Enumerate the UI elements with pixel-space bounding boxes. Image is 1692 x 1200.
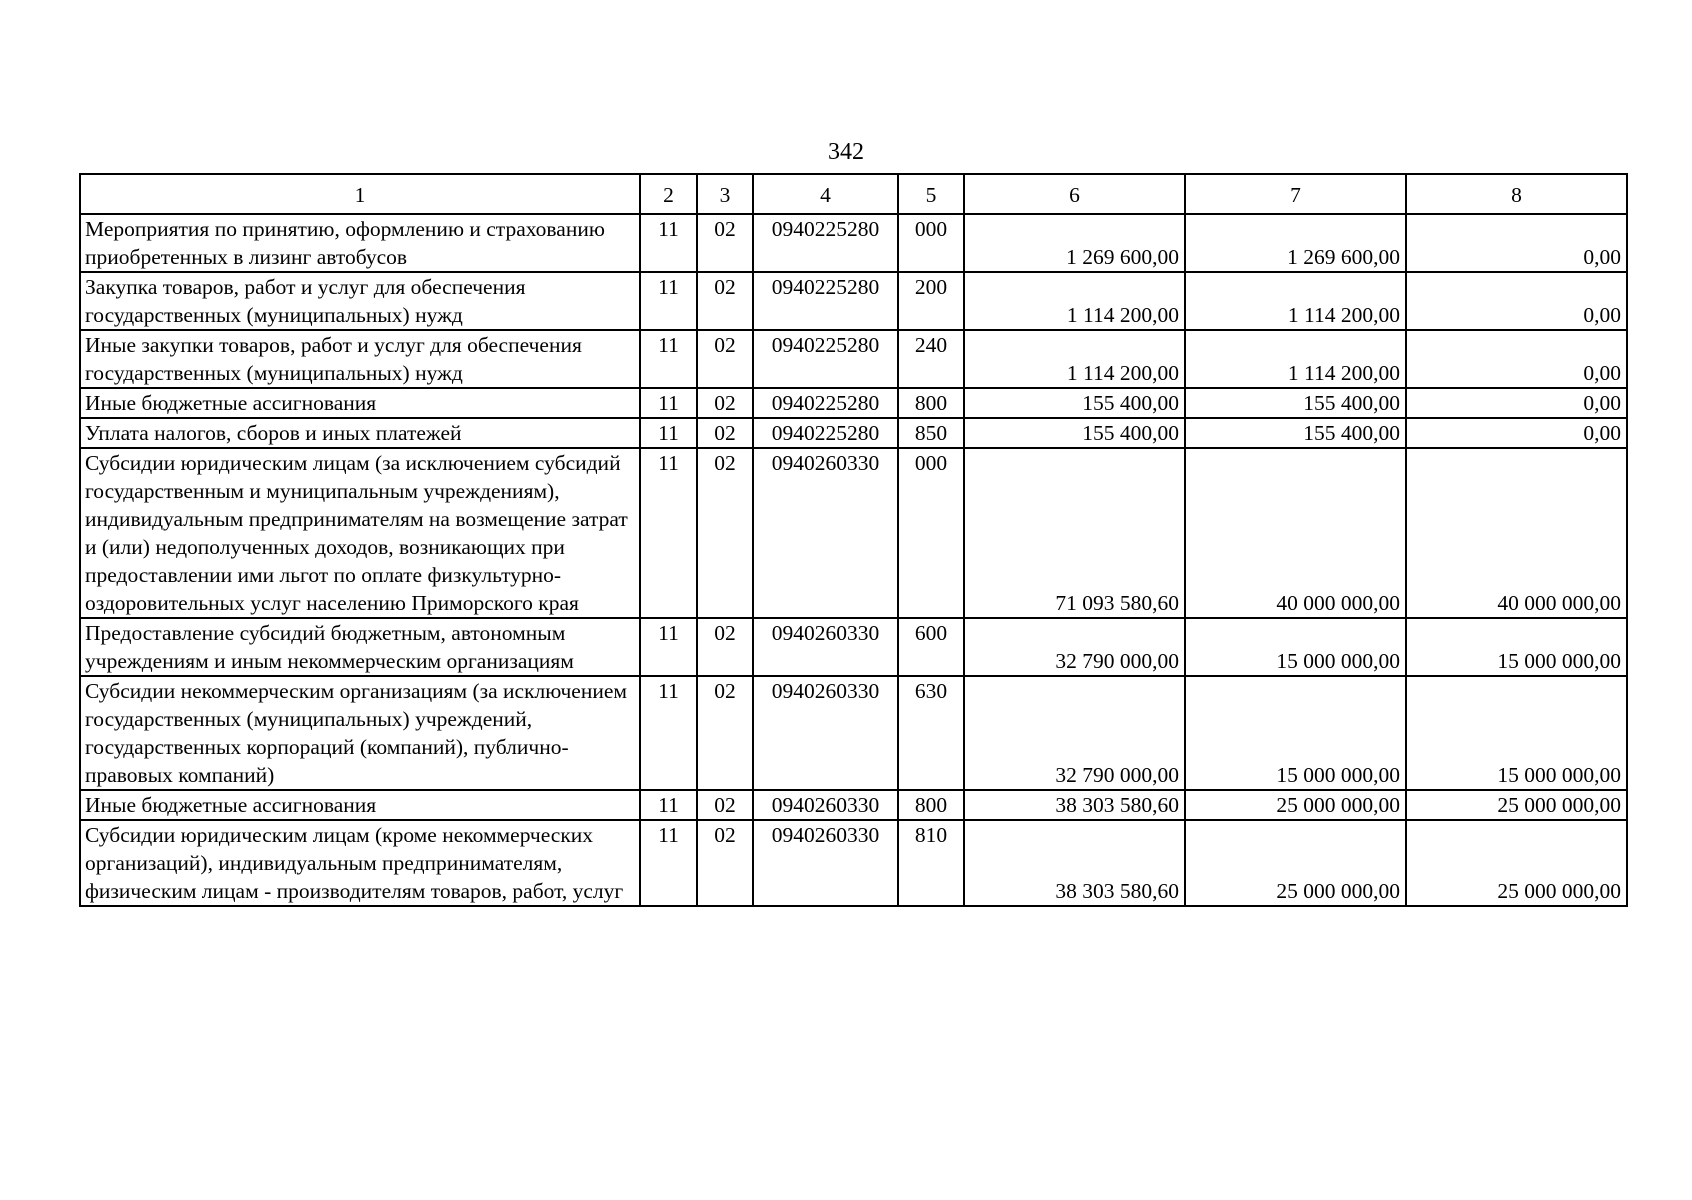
row-target-code: 0940225280	[753, 330, 898, 388]
row-amount-col6: 155 400,00	[964, 418, 1185, 448]
page-number: 342	[828, 139, 864, 165]
row-amount-col7: 155 400,00	[1185, 418, 1406, 448]
row-expense-type-code: 000	[898, 448, 964, 618]
row-amount-col6: 1 114 200,00	[964, 272, 1185, 330]
row-amount-col8: 0,00	[1406, 214, 1627, 272]
row-amount-col8: 0,00	[1406, 272, 1627, 330]
row-expense-type-code: 800	[898, 790, 964, 820]
column-header: 3	[697, 174, 753, 214]
row-subsection-code: 02	[697, 820, 753, 906]
row-amount-col8: 15 000 000,00	[1406, 618, 1627, 676]
row-subsection-code: 02	[697, 272, 753, 330]
table-row	[80, 388, 1627, 418]
row-target-code: 0940225280	[753, 388, 898, 418]
row-name: Иные бюджетные ассигнования	[80, 790, 640, 820]
row-amount-col7: 25 000 000,00	[1185, 790, 1406, 820]
row-amount-col6: 1 114 200,00	[964, 330, 1185, 388]
row-section-code: 11	[640, 790, 697, 820]
row-amount-col7: 40 000 000,00	[1185, 448, 1406, 618]
column-header: 6	[964, 174, 1185, 214]
row-amount-col8: 0,00	[1406, 418, 1627, 448]
row-section-code: 11	[640, 448, 697, 618]
row-name: Иные бюджетные ассигнования	[80, 388, 640, 418]
row-expense-type-code: 800	[898, 388, 964, 418]
row-subsection-code: 02	[697, 330, 753, 388]
row-name: Мероприятия по принятию, оформлению и страхованию приобретенных в лизинг автобусов	[80, 214, 640, 272]
row-expense-type-code: 000	[898, 214, 964, 272]
row-subsection-code: 02	[697, 618, 753, 676]
row-name: Субсидии юридическим лицам (за исключением субсидий государственным и муниципальным учреждениям), индивидуальным предпринимателям на возмещение затрат и (или) недополученных доходов, возникающих при предоставлении ими льгот по оплате физкультурно-оздоровительных услуг населению Приморского края	[80, 448, 640, 618]
row-amount-col8: 25 000 000,00	[1406, 820, 1627, 906]
row-expense-type-code: 630	[898, 676, 964, 790]
row-name: Уплата налогов, сборов и иных платежей	[80, 418, 640, 448]
row-target-code: 0940260330	[753, 676, 898, 790]
budget-table	[79, 173, 1628, 907]
row-amount-col8: 40 000 000,00	[1406, 448, 1627, 618]
row-name: Субсидии некоммерческим организациям (за исключением государственных (муниципальных) учреждений, государственных корпораций (компаний), публично-правовых компаний)	[80, 676, 640, 790]
row-amount-col8: 15 000 000,00	[1406, 676, 1627, 790]
row-amount-col6: 1 269 600,00	[964, 214, 1185, 272]
row-amount-col6: 155 400,00	[964, 388, 1185, 418]
row-name: Закупка товаров, работ и услуг для обеспечения государственных (муниципальных) нужд	[80, 272, 640, 330]
row-amount-col8: 0,00	[1406, 330, 1627, 388]
column-header: 5	[898, 174, 964, 214]
row-name: Субсидии юридическим лицам (кроме некоммерческих организаций), индивидуальным предпринимателям, физическим лицам - производителям товаров, работ, услуг	[80, 820, 640, 906]
column-header: 7	[1185, 174, 1406, 214]
table-row	[80, 448, 1627, 618]
row-amount-col7: 15 000 000,00	[1185, 618, 1406, 676]
row-expense-type-code: 810	[898, 820, 964, 906]
row-section-code: 11	[640, 618, 697, 676]
table-row	[80, 618, 1627, 676]
row-section-code: 11	[640, 388, 697, 418]
row-amount-col7: 155 400,00	[1185, 388, 1406, 418]
row-amount-col6: 32 790 000,00	[964, 676, 1185, 790]
row-subsection-code: 02	[697, 448, 753, 618]
row-amount-col6: 71 093 580,60	[964, 448, 1185, 618]
row-subsection-code: 02	[697, 388, 753, 418]
row-subsection-code: 02	[697, 790, 753, 820]
row-expense-type-code: 600	[898, 618, 964, 676]
row-section-code: 11	[640, 214, 697, 272]
row-name: Предоставление субсидий бюджетным, автономным учреждениям и иным некоммерческим организациям	[80, 618, 640, 676]
row-expense-type-code: 240	[898, 330, 964, 388]
row-subsection-code: 02	[697, 676, 753, 790]
row-amount-col6: 38 303 580,60	[964, 820, 1185, 906]
row-target-code: 0940225280	[753, 418, 898, 448]
table-row	[80, 820, 1627, 906]
row-section-code: 11	[640, 330, 697, 388]
row-expense-type-code: 850	[898, 418, 964, 448]
row-amount-col7: 1 269 600,00	[1185, 214, 1406, 272]
row-amount-col7: 15 000 000,00	[1185, 676, 1406, 790]
table-row	[80, 676, 1627, 790]
column-header: 1	[80, 174, 640, 214]
table-row	[80, 418, 1627, 448]
row-target-code: 0940260330	[753, 618, 898, 676]
row-target-code: 0940260330	[753, 790, 898, 820]
table-header-row	[80, 174, 1627, 214]
row-amount-col6: 38 303 580,60	[964, 790, 1185, 820]
row-amount-col7: 25 000 000,00	[1185, 820, 1406, 906]
row-name: Иные закупки товаров, работ и услуг для обеспечения государственных (муниципальных) нужд	[80, 330, 640, 388]
row-amount-col8: 0,00	[1406, 388, 1627, 418]
table-row	[80, 214, 1627, 272]
row-target-code: 0940225280	[753, 272, 898, 330]
row-section-code: 11	[640, 418, 697, 448]
row-amount-col6: 32 790 000,00	[964, 618, 1185, 676]
table-row	[80, 790, 1627, 820]
row-section-code: 11	[640, 272, 697, 330]
table-row	[80, 272, 1627, 330]
row-target-code: 0940260330	[753, 820, 898, 906]
row-subsection-code: 02	[697, 418, 753, 448]
row-section-code: 11	[640, 820, 697, 906]
row-section-code: 11	[640, 676, 697, 790]
column-header: 8	[1406, 174, 1627, 214]
column-header: 2	[640, 174, 697, 214]
row-amount-col7: 1 114 200,00	[1185, 330, 1406, 388]
table-body	[80, 214, 1627, 906]
row-amount-col7: 1 114 200,00	[1185, 272, 1406, 330]
row-target-code: 0940225280	[753, 214, 898, 272]
row-target-code: 0940260330	[753, 448, 898, 618]
row-amount-col8: 25 000 000,00	[1406, 790, 1627, 820]
row-expense-type-code: 200	[898, 272, 964, 330]
row-subsection-code: 02	[697, 214, 753, 272]
table-row	[80, 330, 1627, 388]
column-header: 4	[753, 174, 898, 214]
